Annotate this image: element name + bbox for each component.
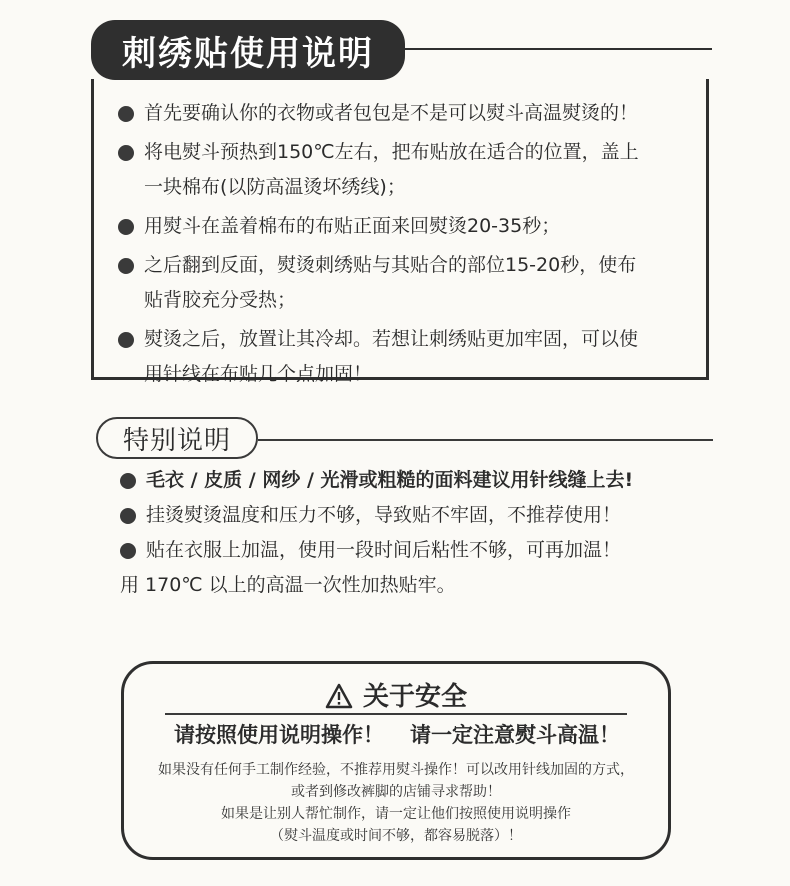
instruction-item [118,248,693,318]
bullet-icon [120,543,136,559]
safety-note-line: 如果没有任何手工制作经验，不推荐用熨斗操作！可以改用针线加固的方式， [158,762,634,778]
bullet-icon [120,473,136,489]
bullet-icon [118,332,134,348]
warning-triangle-icon [325,683,353,709]
bullet-icon [118,258,134,274]
title-divider [390,48,712,50]
instruction-line: 一块棉布(以防高温烫坏绣线)； [144,176,406,198]
safety-divider [165,713,627,715]
instruction-line: 之后翻到反面，熨烫刺绣贴与其贴合的部位15-20秒，使布 [144,254,637,276]
special-note-item [120,533,700,568]
safety-note-line: 如果是让别人帮忙制作，请一定让他们按照使用说明操作 [221,806,571,822]
special-notes-divider [258,439,713,441]
bullet-icon [118,145,134,161]
safety-subtitle-left: 请按照使用说明操作！ [174,723,384,747]
safety-note-line: 或者到修改裤脚的店铺寻求帮助！ [291,784,501,800]
special-notes-title: 特别说明 [96,417,258,459]
special-note-text: 贴在衣服上加温，使用一段时间后粘性不够，可再加温！ [146,539,622,561]
instruction-item [118,135,693,205]
instruction-item [118,209,693,244]
instruction-line: 用针线在布贴几个点加固！ [144,363,373,385]
instruction-line: 将电熨斗预热到150℃左右，把布贴放在适合的位置，盖上 [144,141,639,163]
special-note-extra-text: 用 170℃ 以上的高温一次性加热贴牢。 [120,574,456,596]
instruction-line: 熨烫之后，放置让其冷却。若想让刺绣贴更加牢固，可以使 [144,328,639,350]
instruction-line: 贴背胶充分受热； [144,289,297,311]
special-note-item [120,498,700,533]
special-note-extra [120,568,700,603]
instruction-line: 首先要确认你的衣物或者包包是不是可以熨斗高温熨烫的！ [144,102,639,124]
safety-subtitle-right: 请一定注意熨斗高温！ [410,723,620,747]
instruction-line: 用熨斗在盖着棉布的布贴正面来回熨烫20-35秒； [144,215,561,237]
safety-heading [121,676,671,713]
instructions-list [118,96,693,396]
safety-note-line: （熨斗温度或时间不够，都容易脱落）！ [270,828,522,844]
special-note-text: 挂烫熨烫温度和压力不够，导致贴不牢固，不推荐使用！ [146,504,622,526]
special-notes-list [120,463,700,603]
special-note-item [120,463,700,498]
bullet-icon [118,106,134,122]
bullet-icon [120,508,136,524]
special-note-text: 毛衣 / 皮质 / 网纱 / 光滑或粗糙的面料建议用针线缝上去! [146,469,634,491]
bullet-icon [118,219,134,235]
instructions-title: 刺绣贴使用说明 [91,20,405,80]
instruction-item [118,96,693,131]
instruction-item [118,322,693,392]
safety-title: 关于安全 [362,682,467,712]
